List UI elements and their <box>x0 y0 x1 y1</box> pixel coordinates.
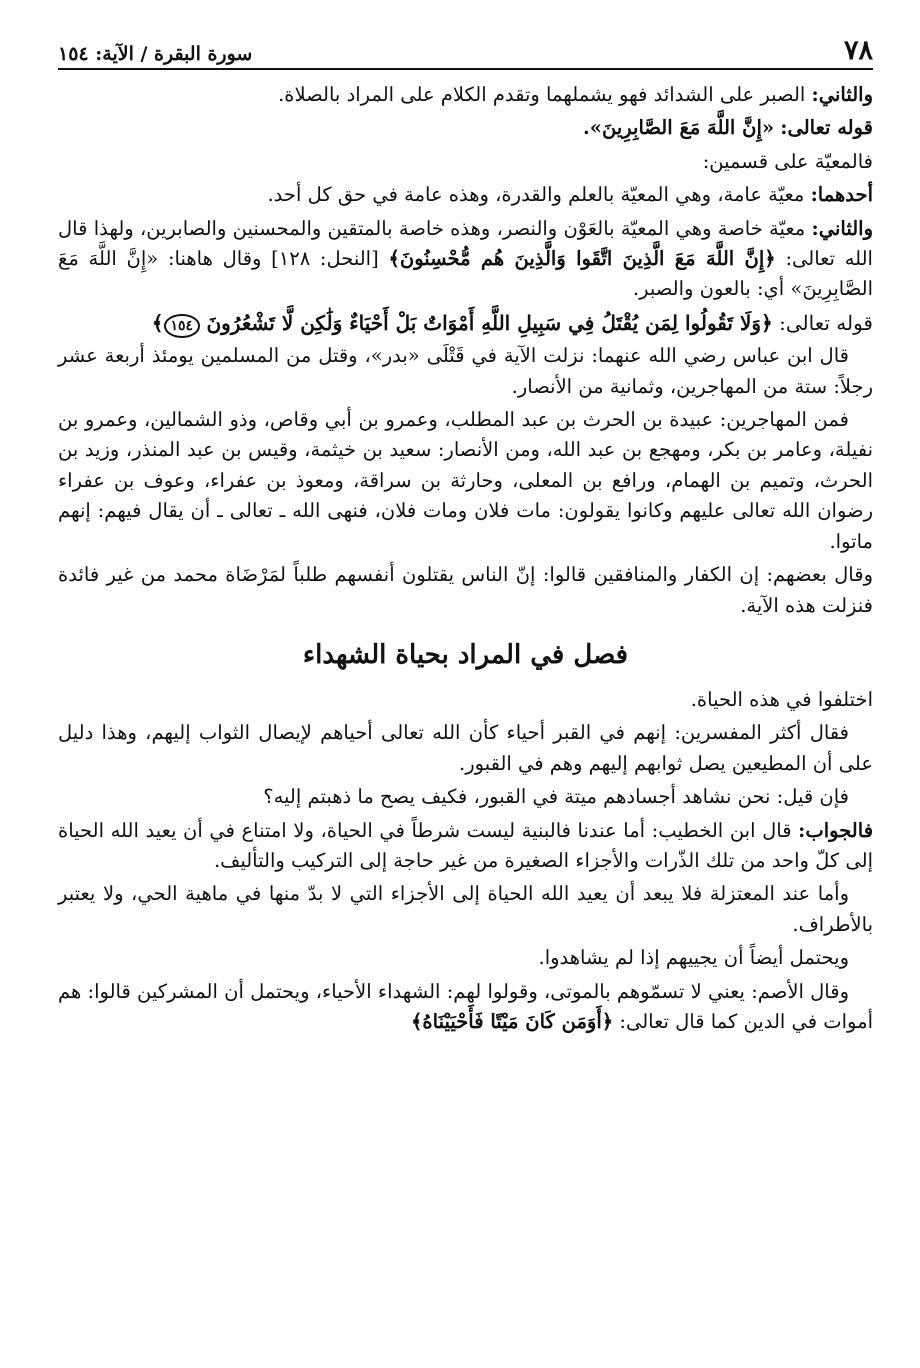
paragraph-text: ويحتمل أيضاً أن يجييهم إذا لم يشاهدوا. <box>538 946 849 970</box>
paragraph-label: والثاني: <box>811 83 873 106</box>
paragraph <box>58 943 873 973</box>
paragraph <box>58 214 873 305</box>
paragraph <box>58 405 873 557</box>
paragraph-text: وقال الأصم: يعني لا تسمّوهم بالموتى، وقولوا لهم: الشهداء الأحياء، ويحتمل أن المشركين قالوا: هم أموات في الدين كما قال تعالى: <box>58 979 873 1033</box>
paragraph <box>58 685 873 715</box>
paragraph-label: والثاني: <box>811 216 873 240</box>
paragraph <box>58 180 873 210</box>
paragraph <box>58 341 873 402</box>
paragraph-text: وأما عند المعتزلة فلا يبعد أن يعيد الله الحياة إلى الأجزاء التي لا بدّ منها في ماهية الحي، ولا يعتبر بالأطراف. <box>58 882 873 936</box>
paragraph <box>58 113 873 143</box>
paragraph-text: اختلفوا في هذه الحياة. <box>690 687 873 711</box>
paragraph <box>58 816 873 877</box>
page-header <box>58 30 873 70</box>
quran-quote: «إِنَّ اللَّهَ مَعَ الصَّابِرِينَ». <box>583 116 775 140</box>
paragraph-text: معيّة عامة، وهي المعيّة بالعلم والقدرة، وهذه عامة في حق كل أحد. <box>267 183 805 207</box>
paragraph-text: معيّة خاصة وهي المعيّة بالعَوْن والنصر، وهذه خاصة بالمتقين والمحسنين والصابرين، ولهذا قال الله تعالى: <box>58 216 873 271</box>
paragraph-label: قوله تعالى: <box>779 310 873 335</box>
paragraph <box>58 718 873 779</box>
paragraph-label: أحدهما: <box>810 183 873 207</box>
paragraph <box>58 147 873 177</box>
quran-quote: ﴿إِنَّ اللَّهَ مَعَ الَّذِينَ اتَّقَوا وَالَّذِينَ هُم مُّحْسِنُونَ﴾ <box>388 247 776 271</box>
quran-quote: ﴿أَوَمَن كَانَ مَيْتًا فَأَحْيَيْنَاهُ﴾ <box>411 1009 614 1033</box>
quran-verse: ﴿وَلَا تَقُولُوا لِمَن يُقْتَلُ فِي سَبِيلِ اللَّهِ أَمْوَاتٌ بَلْ أَحْيَاءٌ وَلَٰكِن لَّا تَشْعُرُونَ <box>206 310 773 335</box>
paragraph-text: فإن قيل: نحن نشاهد أجسادهم ميتة في القبور، فكيف يصح ما ذهبتم إليه؟ <box>263 785 849 809</box>
paragraph-text: فمن المهاجرين: عبيدة بن الحرث بن عبد المطلب، وعمرو بن أبي وقاص، وذو الشمالين، وعمرو بن نفيلة، وعامر بن بكر، ومهجع بن عبد الله، ومن الأنصار: سعيد بن خيثمة، وقيس بن عبد المنذر، وزيد بن الحرث، وتميم بن الهمام، ورافع بن المعلى، وحارثة بن سراقة، ومعوذ بن عفراء، وعوف بن عفراء رضوان الله تعالى عليهم وكانوا يقولون: مات فلان ومات فلان، فنهى الله ـ تعالى ـ أن يقال فيهم: إنهم ماتوا. <box>58 408 873 553</box>
quran-bracket: ﴾ <box>151 310 164 335</box>
paragraph <box>58 782 873 812</box>
paragraph-label: قوله تعالى: <box>780 116 873 140</box>
paragraph-text: فقال أكثر المفسرين: إنهم في القبر أحياء كأن الله تعالى أحياهم لإيصال الثواب إليهم، وهذا دليل على أن المطيعين يصل ثوابهم إليهم وهم في القبور. <box>58 721 873 775</box>
paragraph <box>58 977 873 1038</box>
running-title: سورة البقرة / الآية: ١٥٤ <box>58 43 253 65</box>
paragraph-label: فالجواب: <box>798 818 874 842</box>
paragraph-text: قال ابن عباس رضي الله عنهما: نزلت الآية في قَتْلَى «بدر»، وقتل من المسلمين يومئذ أربعة عشر رجلاً: ستة من المهاجرين، وثمانية من الأنصار. <box>58 344 873 398</box>
page-body <box>58 80 873 1037</box>
paragraph-text: وقال بعضهم: إن الكفار والمنافقين قالوا: إنّ الناس يقتلون أنفسهم طلباً لمَرْضَاة محمد من غير فائدة فنزلت هذه الآية. <box>58 563 873 617</box>
page-number: ٧٨ <box>843 35 873 66</box>
paragraph-text: الصبر على الشدائد فهو يشملهما وتقدم الكلام على المراد بالصلاة. <box>278 83 806 106</box>
section-heading: فصل في المراد بحياة الشهداء <box>302 639 629 670</box>
paragraph-text: فالمعيّة على قسمين: <box>702 149 873 173</box>
book-page <box>58 30 873 1350</box>
paragraph-text: [النحل: ١٢٨] وقال هاهنا: «إِنَّ اللَّهَ مَعَ الصَّابِرِينَ» أي: بالعون والصبر. <box>58 247 873 301</box>
ayah-paragraph <box>58 308 873 338</box>
paragraph <box>58 80 873 110</box>
paragraph <box>58 879 873 940</box>
ayah-number-badge: ١٥٤ <box>164 314 201 338</box>
paragraph <box>58 560 873 621</box>
paragraph-text: قال ابن الخطيب: أما عندنا فالبنية ليست شرطاً في الحياة، ولا امتناع في أن يعيد الله الحياة إلى كلّ واحد من تلك الذّرات والأجزاء الصغيرة من غير حاجة إلى التركيب والتأليف. <box>58 818 873 872</box>
